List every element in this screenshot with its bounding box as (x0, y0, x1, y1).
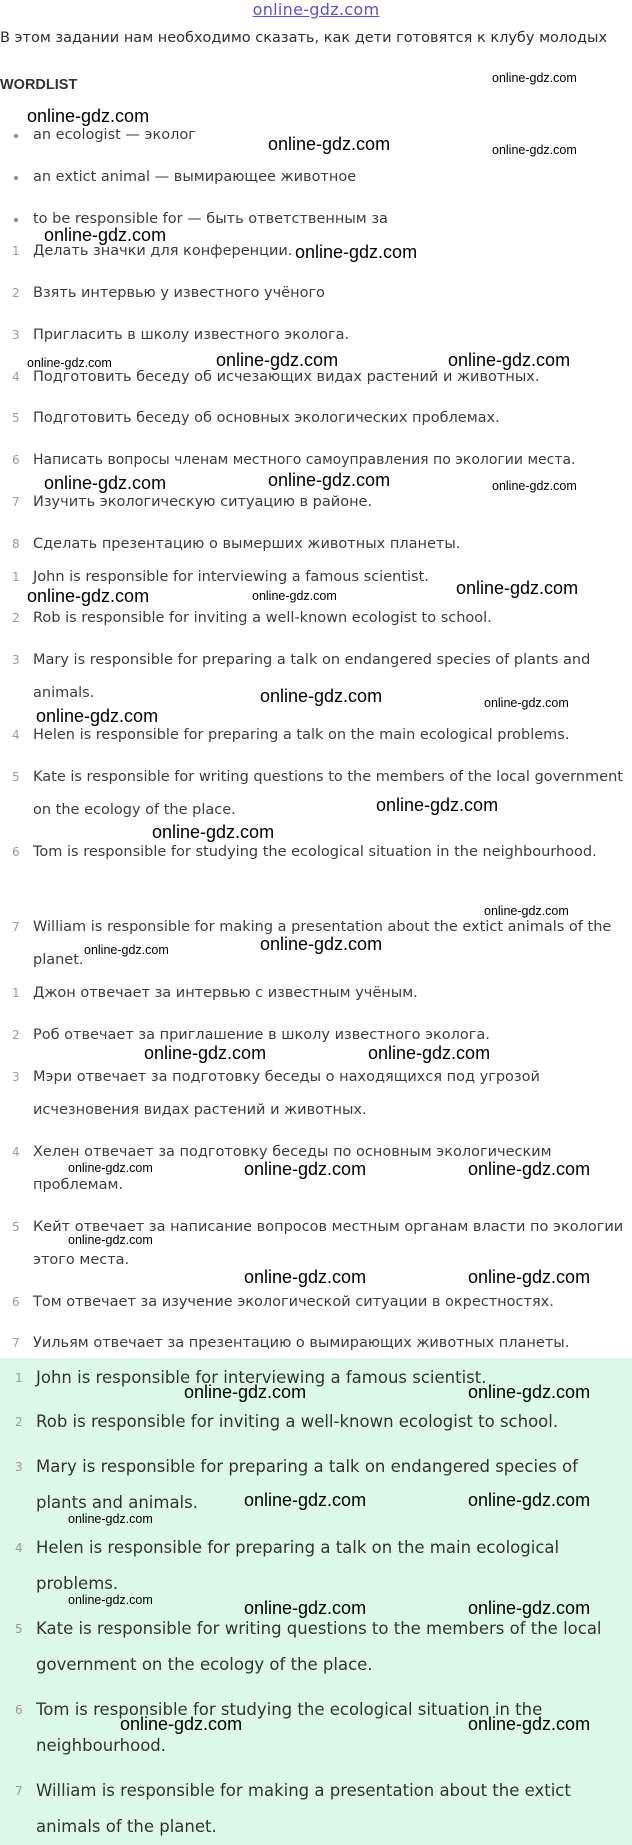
watermark: online-gdz.com (44, 473, 167, 493)
watermark: online-gdz.com (244, 1267, 367, 1287)
watermark: online-gdz.com (68, 1512, 153, 1526)
watermark: online-gdz.com (268, 134, 391, 154)
watermark: online-gdz.com (368, 1043, 491, 1063)
watermark: online-gdz.com (376, 795, 499, 815)
site-header (0, 0, 632, 22)
item-number: 7 (12, 1336, 20, 1350)
item-number: 6 (12, 1295, 20, 1309)
watermark: online-gdz.com (492, 479, 577, 493)
watermark: online-gdz.com (84, 943, 169, 957)
item-number: 6 (12, 453, 20, 467)
watermark: online-gdz.com (27, 586, 150, 606)
sentence-text: Kate is responsible for writing questions to the members of the local government on the ecology of the place. (33, 769, 623, 818)
item-number: 8 (12, 537, 20, 551)
answer-text: Kate is responsible for writing questions to the members of the local government on the ecology of the place. (36, 1619, 602, 1674)
watermark: online-gdz.com (260, 686, 383, 706)
watermark: online-gdz.com (36, 706, 159, 726)
item-number: 2 (15, 1415, 23, 1429)
item-number: 5 (12, 411, 20, 425)
watermark: online-gdz.com (468, 1267, 591, 1287)
watermark: online-gdz.com (27, 106, 150, 126)
watermark: online-gdz.com (144, 1043, 267, 1063)
answer-text: William is responsible for making a presentation about the extict animals of the planet. (36, 1781, 571, 1836)
item-number: 1 (12, 570, 20, 584)
item-number: 1 (12, 244, 20, 258)
watermark: online-gdz.com (468, 1714, 591, 1734)
translation-text: Мэри отвечает за подготовку беседы о находящихся под угрозой исчезновения видах растений и животных. (33, 1069, 540, 1118)
watermark: online-gdz.com (268, 470, 391, 490)
watermark: online-gdz.com (492, 143, 577, 157)
site-link[interactable]: online-gdz.com (252, 0, 380, 19)
item-number: 6 (12, 845, 20, 859)
intro-text: В этом задании нам необходимо сказать, как дети готовятся к клубу молодых (0, 30, 608, 46)
item-number: 2 (12, 286, 20, 300)
task-text: Сделать презентацию о вымерших животных планеты. (33, 536, 461, 552)
bullet-icon (14, 176, 18, 180)
watermark: online-gdz.com (216, 350, 339, 370)
item-number: 7 (12, 920, 20, 934)
translation-text: Роб отвечает за приглашение в школу известного эколога. (33, 1027, 490, 1043)
task-text: Пригласить в школу известного эколога. (33, 327, 350, 343)
item-number: 4 (12, 728, 20, 742)
watermark: online-gdz.com (244, 1598, 367, 1618)
item-number: 2 (12, 611, 20, 625)
translation-text: Джон отвечает за интервью с известным учёным. (33, 985, 418, 1001)
watermark: online-gdz.com (184, 1382, 307, 1402)
watermark: online-gdz.com (484, 904, 569, 918)
item-number: 7 (12, 495, 20, 509)
item-number: 3 (15, 1460, 23, 1474)
item-number: 5 (12, 770, 20, 784)
watermark: online-gdz.com (468, 1490, 591, 1510)
translation-text: Кейт отвечает за написание вопросов местным органам власти по экологии этого места. (33, 1219, 624, 1268)
item-number: 1 (15, 1371, 23, 1385)
item-number: 5 (15, 1622, 23, 1636)
watermark: online-gdz.com (27, 356, 112, 370)
watermark: online-gdz.com (295, 242, 418, 262)
translation-text: Том отвечает за изучение экологической ситуации в окрестностях. (33, 1294, 554, 1310)
task-text: Подготовить беседу об основных экологических проблемах. (33, 410, 500, 426)
translation-text: Хелен отвечает за подготовку беседы по основным экологическим проблемам. (33, 1144, 552, 1193)
item-number: 2 (12, 1028, 20, 1042)
task-text: Подготовить беседу об исчезающих видах растений и животных. (33, 369, 540, 385)
bullet-icon (14, 134, 18, 138)
item-number: 4 (12, 370, 20, 384)
task-text: Изучить экологическую ситуацию в районе. (33, 494, 373, 510)
task-text: Делать значки для конференции. (33, 243, 293, 259)
item-number: 5 (12, 1220, 20, 1234)
watermark: online-gdz.com (468, 1598, 591, 1618)
watermark: online-gdz.com (448, 350, 571, 370)
item-number: 4 (15, 1541, 23, 1555)
sentence-text: William is responsible for making a presentation about the extict animals of the planet. (33, 919, 612, 968)
answer-text: Tom is responsible for studying the ecological situation in the neighbourhood. (36, 1700, 543, 1755)
watermark: online-gdz.com (68, 1593, 153, 1607)
wordlist-heading: WORDLIST (0, 77, 78, 93)
answer-text: Mary is responsible for preparing a talk on endangered species of plants and animals. (36, 1457, 578, 1512)
watermark: online-gdz.com (252, 589, 337, 603)
bullet-icon (14, 218, 18, 222)
watermark: online-gdz.com (244, 1490, 367, 1510)
wordlist-item-text: an ecologist — эколог (33, 127, 196, 143)
translation-text: Уильям отвечает за презентацию о вымирающих животных планеты. (33, 1335, 570, 1351)
watermark: online-gdz.com (492, 71, 577, 85)
item-number: 1 (12, 986, 20, 1000)
watermark: online-gdz.com (244, 1159, 367, 1179)
watermark: online-gdz.com (152, 822, 275, 842)
item-number: 3 (12, 653, 20, 667)
sentence-text: John is responsible for interviewing a famous scientist. (33, 569, 429, 585)
item-number: 7 (15, 1784, 23, 1798)
sentence-text: Tom is responsible for studying the ecological situation in the neighbourhood. (33, 844, 597, 860)
answer-text: Helen is responsible for preparing a talk on the main ecological problems. (36, 1538, 560, 1593)
item-number: 3 (12, 328, 20, 342)
answer-text: Rob is responsible for inviting a well-known ecologist to school. (36, 1412, 559, 1431)
watermark: online-gdz.com (44, 225, 167, 245)
watermark: online-gdz.com (68, 1161, 153, 1175)
watermark: online-gdz.com (484, 696, 569, 710)
watermark: online-gdz.com (456, 578, 579, 598)
wordlist-item-text: to be responsible for — быть ответственным за (33, 211, 388, 227)
sentence-text: Mary is responsible for preparing a talk on endangered species of plants and animals. (33, 652, 591, 701)
item-number: 6 (15, 1703, 23, 1717)
wordlist-item-text: an extict animal — вымирающее животное (33, 169, 357, 185)
watermark: online-gdz.com (468, 1159, 591, 1179)
watermark: online-gdz.com (120, 1714, 243, 1734)
item-number: 4 (12, 1145, 20, 1159)
sentence-text: Rob is responsible for inviting a well-known ecologist to school. (33, 610, 492, 626)
task-text: Взять интервью у известного учёного (33, 285, 325, 301)
watermark: online-gdz.com (260, 934, 383, 954)
item-number: 3 (12, 1070, 20, 1084)
answer-text: John is responsible for interviewing a famous scientist. (36, 1368, 487, 1387)
watermark: online-gdz.com (468, 1382, 591, 1402)
watermark: online-gdz.com (68, 1233, 153, 1247)
task-text: Написать вопросы членам местного самоуправления по экологии места. (33, 452, 576, 468)
sentence-text: Helen is responsible for preparing a talk on the main ecological problems. (33, 727, 570, 743)
